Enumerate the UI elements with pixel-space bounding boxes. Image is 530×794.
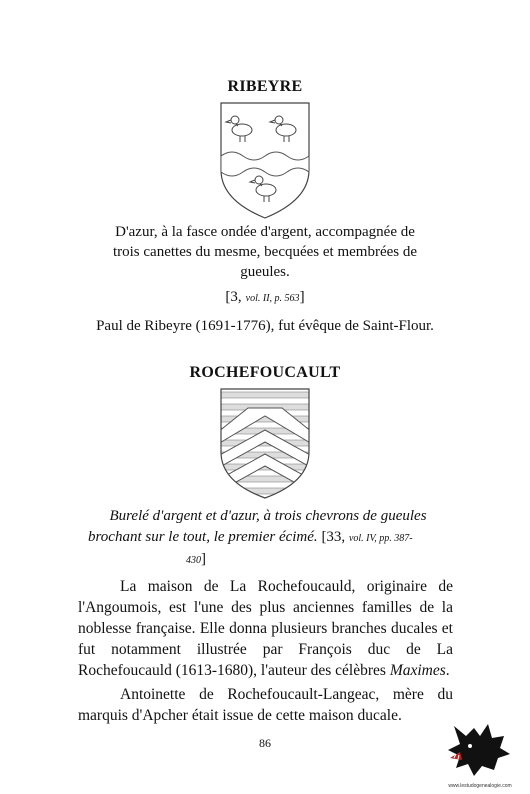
wolf-head-icon [444,718,516,778]
ribeyre-coat-of-arms-icon [218,100,312,220]
rochefoucault-paragraph-2: Antoinette de Rochefoucault-Langeac, mère du marquis d'Apcher était issue de cette maison ducale. [78,686,453,724]
ribeyre-blazon: D'azur, à la fasce ondée d'argent, accompagnée de trois canettes du mesme, becquées et membrées de gueules. [112,224,418,280]
rochefoucault-blazon: Burelé d'argent et d'azur, à trois chevrons de gueules brochant sur le tout, le premier écimé. [33, vol. IV, pp. 387- 430] [88,508,427,567]
section-title-ribeyre: RIBEYRE [227,78,303,95]
rochefoucault-paragraph-1: La maison de La Rochefoucauld, originaire de l'Angoumois, est l'une des plus anciennes familles de la noblesse française. Elle donna plusieurs branches ducales et fut notamment illustrée par François duc de La Rochefoucauld (1613-1680), l'auteur des célèbres Maximes. [78,578,453,679]
rochefoucault-coat-of-arms-icon [218,386,312,500]
page-number: 86 [259,736,271,750]
site-logo: www.lestudogenealogie.com [444,718,516,786]
ribeyre-reference: [3, vol. II, p. 563] [225,289,305,305]
section-title-rochefoucault: ROCHEFOUCAULT [189,364,341,381]
ribeyre-note: Paul de Ribeyre (1691-1776), fut évêque de Saint-Flour. [96,318,434,334]
